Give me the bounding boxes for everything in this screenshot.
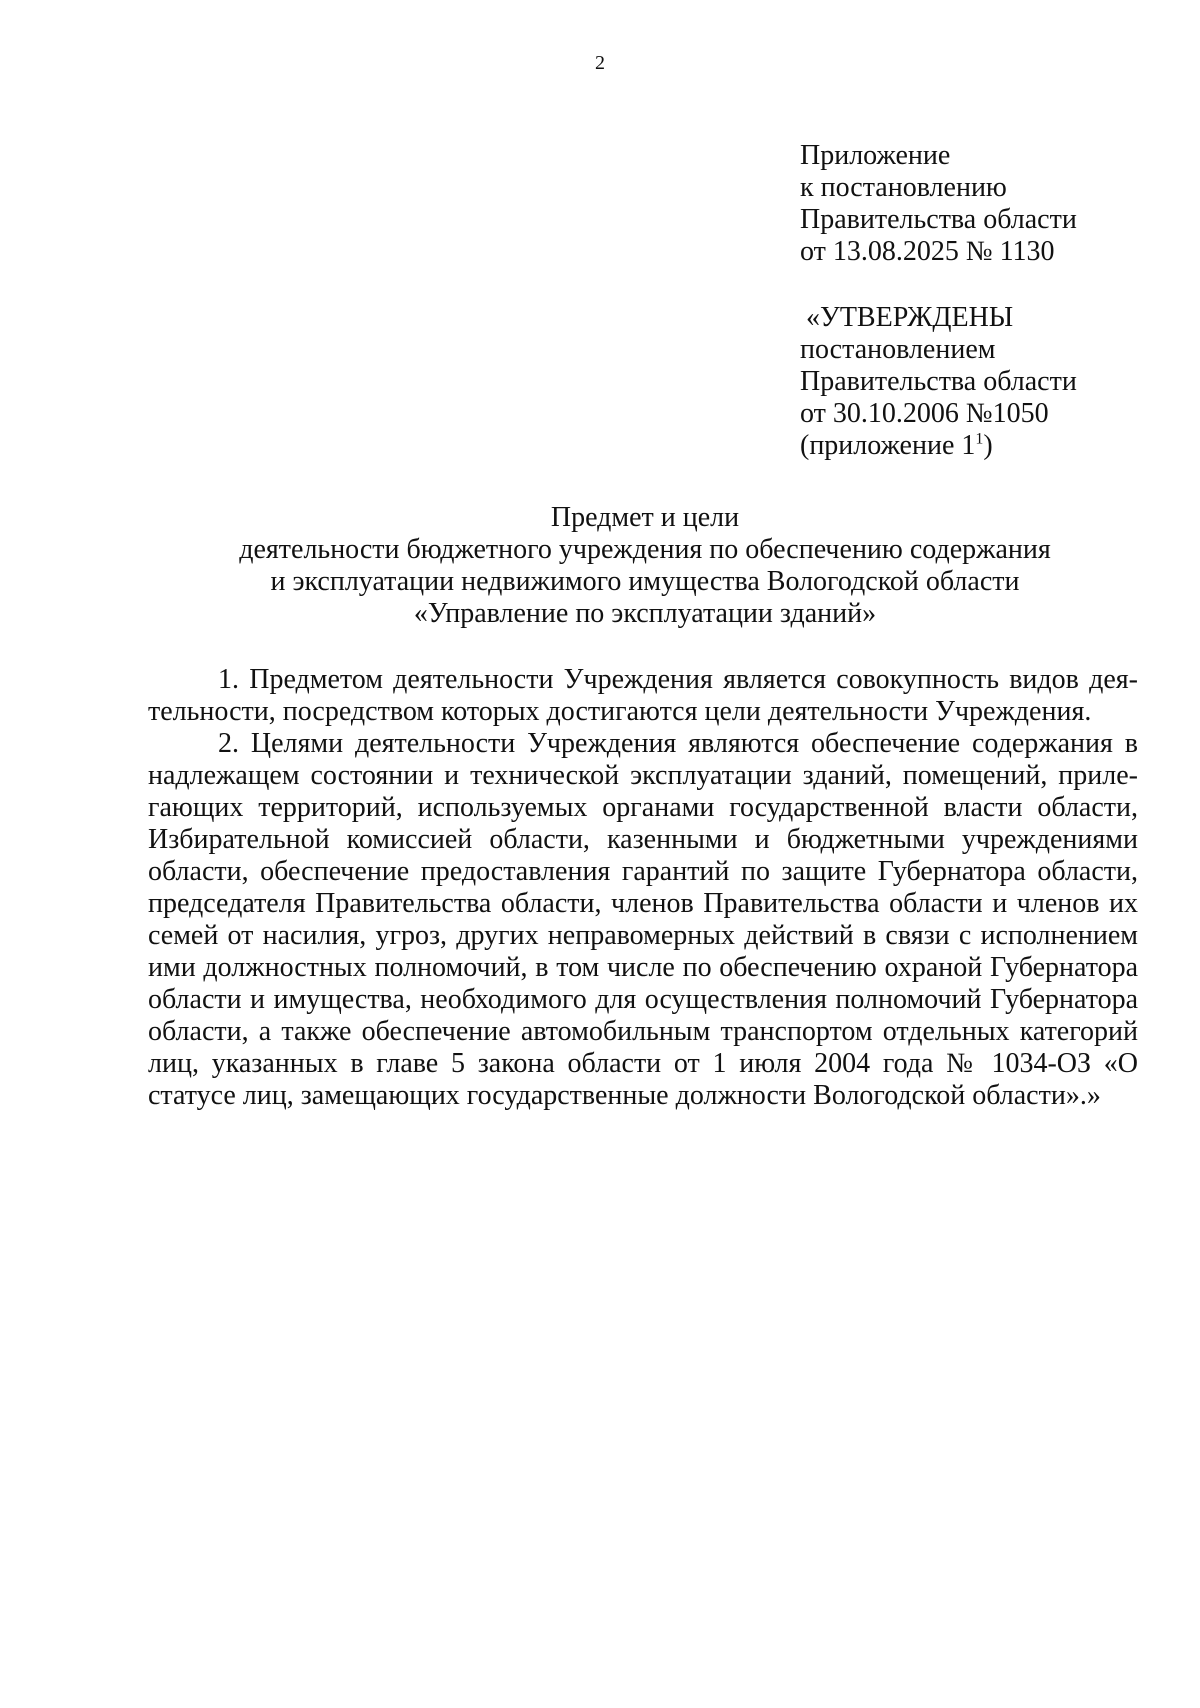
title-line: Предмет и цели [550, 502, 740, 533]
approved-appendix-ref [800, 430, 1160, 462]
document-body [148, 664, 1138, 1112]
title-line: деятельности бюджетного учреждения по обеспечению содержания [239, 534, 1051, 565]
approved-appendix-text: (приложение 1 [800, 430, 976, 461]
document-title [150, 502, 1140, 630]
approved-block [800, 302, 1160, 462]
appendix-date-number: от 13.08.2025 № 1130 [800, 236, 1055, 267]
approved-appendix-close: ) [983, 430, 993, 461]
title-line: «Управление по эксплуатации зданий» [413, 598, 877, 629]
appendix-line: Правительства области [800, 204, 1077, 235]
appendix-block [800, 140, 1160, 268]
appendix-line: к постановлению [800, 172, 1007, 203]
approved-date-number: от 30.10.2006 №1050 [800, 398, 1049, 429]
appendix-line: Приложение [800, 140, 951, 171]
title-line: и эксплуатации недвижимого имущества Вологодской области [270, 566, 1020, 597]
approved-appendix-sup: 1 [975, 430, 984, 448]
approved-line: Правительства области [800, 366, 1077, 397]
paragraph-2: 2. Целями деятельности Учреждения являются обеспечение содержания в надлежащем состоянии и технической эксплуатации зданий, помещений, прилегающих территорий, используемых органами государственной власти области, Избирательной комиссией области, казенными и бюджетными учреждениями области, обеспечение предоставления гарантий по защите Губернатора области, председателя Правительства области, членов Правительства области и членов их семей от насилия, угроз, других неправомерных действий в связи с исполнением ими должностных полномочий, в том числе по обеспечению охраной Губернатора области и имущества, необходимого для осуществления полномочий Губернатора области, а также обеспечение автомобильным транспортом отдельных категорий лиц, указанных в главе 5 закона области от 1 июля 2004 года № 1034-ОЗ «О статусе лиц, замещающих государственные должности Вологодской области».» [148, 728, 1138, 1111]
approved-heading: «УТВЕРЖДЕНЫ [806, 302, 1014, 333]
paragraph-1: 1. Предметом деятельности Учреждения является совокупность видов деятельности, посредством которых достигаются цели деятельности Учреждения. [148, 664, 1138, 727]
approved-line: постановлением [800, 334, 996, 365]
page-number: 2 [595, 52, 605, 74]
